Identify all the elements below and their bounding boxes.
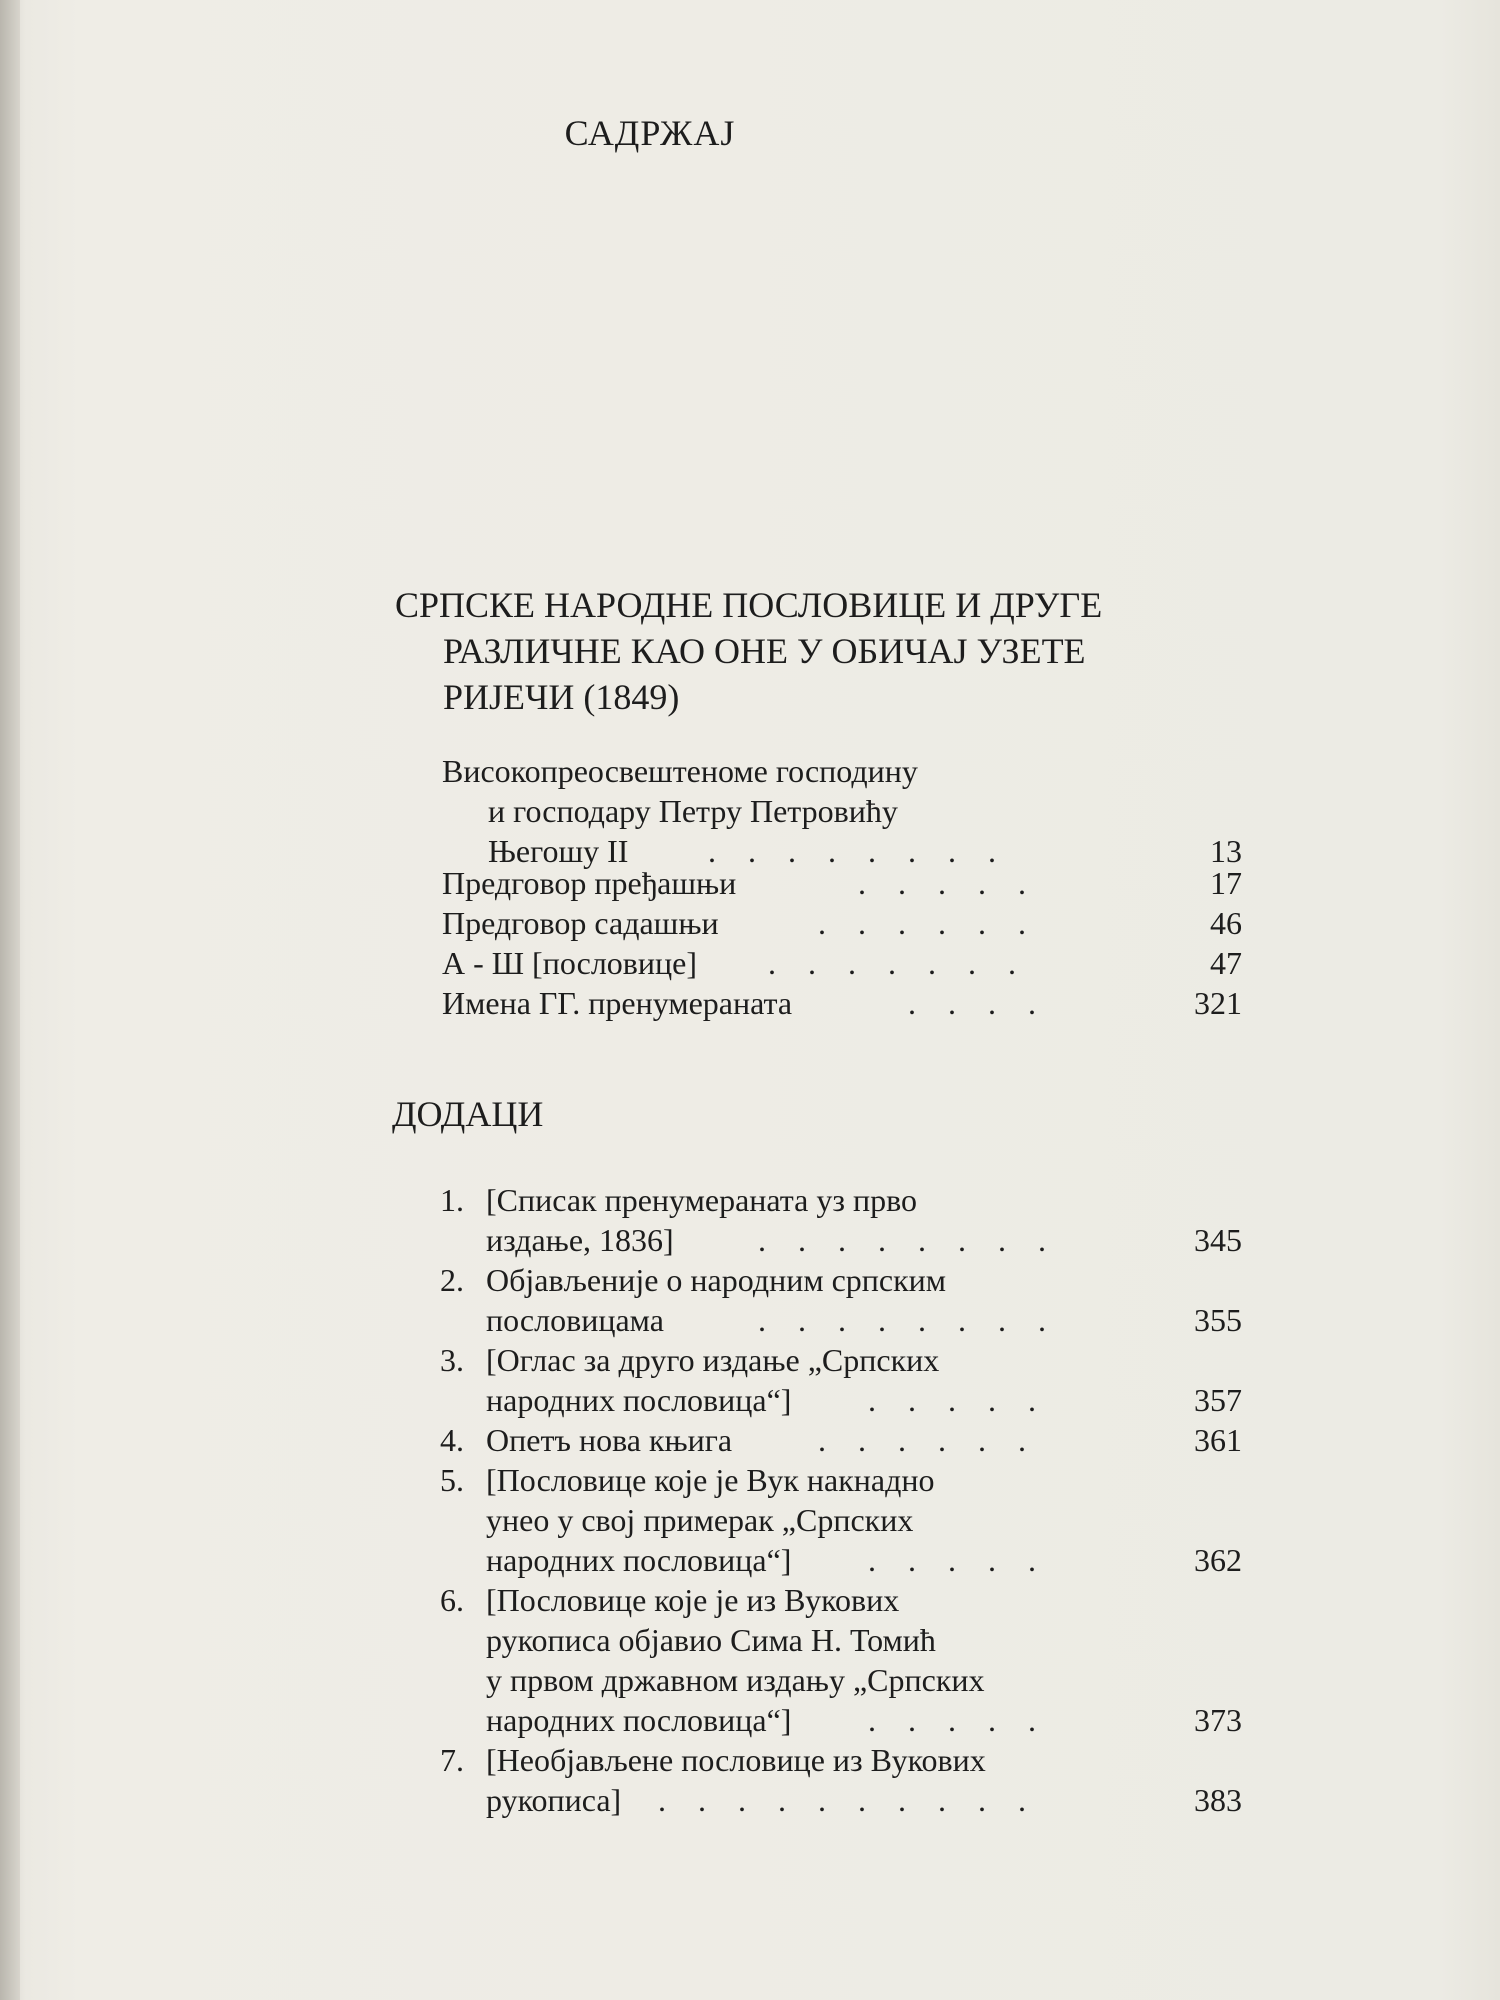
page-number: 345	[1194, 1222, 1242, 1258]
leader-dots: . . . . . . .	[768, 945, 1028, 981]
page-number: 46	[1210, 905, 1242, 941]
leader-dots: . . . . .	[868, 1702, 1048, 1738]
leader-dots: . . . . . .	[818, 1422, 1038, 1458]
page-number: 355	[1194, 1302, 1242, 1338]
leader-dots: . . . . .	[868, 1542, 1048, 1578]
part-title	[395, 582, 1255, 720]
page-number: 361	[1194, 1422, 1242, 1458]
leader-dots: . . . . . . . .	[758, 1222, 1058, 1258]
page-number: 17	[1210, 865, 1242, 901]
leader-dots: . . . .	[908, 985, 1048, 1021]
part-title-line-2: РАЗЛИЧНЕ КАО ОНЕ У ОБИЧАЈ УЗЕТЕ	[443, 631, 1086, 671]
book-gutter	[0, 0, 20, 2000]
contents-heading: САДРЖАЈ	[564, 113, 736, 153]
part-title-line-1: СРПСКЕ НАРОДНЕ ПОСЛОВИЦЕ И ДРУГЕ	[395, 585, 1103, 625]
leader-dots: . . . . . . . . . .	[658, 1782, 1038, 1818]
page-number: 47	[1210, 945, 1242, 981]
leader-dots: . . . . . . . .	[758, 1302, 1058, 1338]
part-title-line-3: РИЈЕЧИ (1849)	[443, 677, 680, 717]
leader-dots: . . . . .	[868, 1382, 1048, 1418]
page-number: 362	[1194, 1542, 1242, 1578]
page-number: 357	[1194, 1382, 1242, 1418]
page-number: 383	[1194, 1782, 1242, 1818]
book-page: САДРЖАЈ СРПСКЕ НАРОДНЕ ПОСЛОВИЦЕ И ДРУГЕ РАЗЛИЧНЕ КАО ОНЕ У ОБИЧАЈ УЗЕТЕ РИЈЕЧИ (1849) Високопреосвештеноме господину и господару Петру Петровићу Његошу II . . . . . . . . 13 Предговор пређашњи . . . . . 17 Предговор садашњи . . . . . . 46 А - Ш [пословице] . . . . . . . 47 Имена ГГ. пренумераната . . . . 321 ДОДАЦИ 1. [Списак пренумераната уз прво издање, 1836] . . . . . . . . 345 2. Објављеније о народним српским пословицама . . . . . . . . 355 3. [Оглас за друго издање „Српских народних пословица“] . . . . . 357 4. Опетъ нова књига . . . . . . 361 5. [Пословице које је Вук накнадно унео у свој примерак „Српских народних пословица“] . . . . . 362 6. [Пословице које је из Вукових рукописа објавио Сима Н. Томић у првом државном издању „Српских народних пословица“] . . . . . 373 7. [Необјављене пословице из Вукових рукописа] . . . . . . . . . . 383	[0, 0, 1500, 2000]
leader-dots: . . . . . .	[818, 905, 1038, 941]
leader-dots: . . . . . . . .	[708, 833, 1008, 869]
leader-dots: . . . . .	[858, 865, 1038, 901]
page-number: 321	[1194, 985, 1242, 1021]
appendix-title: ДОДАЦИ	[392, 1094, 544, 1134]
page-number: 13	[1210, 833, 1242, 869]
page-number: 373	[1194, 1702, 1242, 1738]
